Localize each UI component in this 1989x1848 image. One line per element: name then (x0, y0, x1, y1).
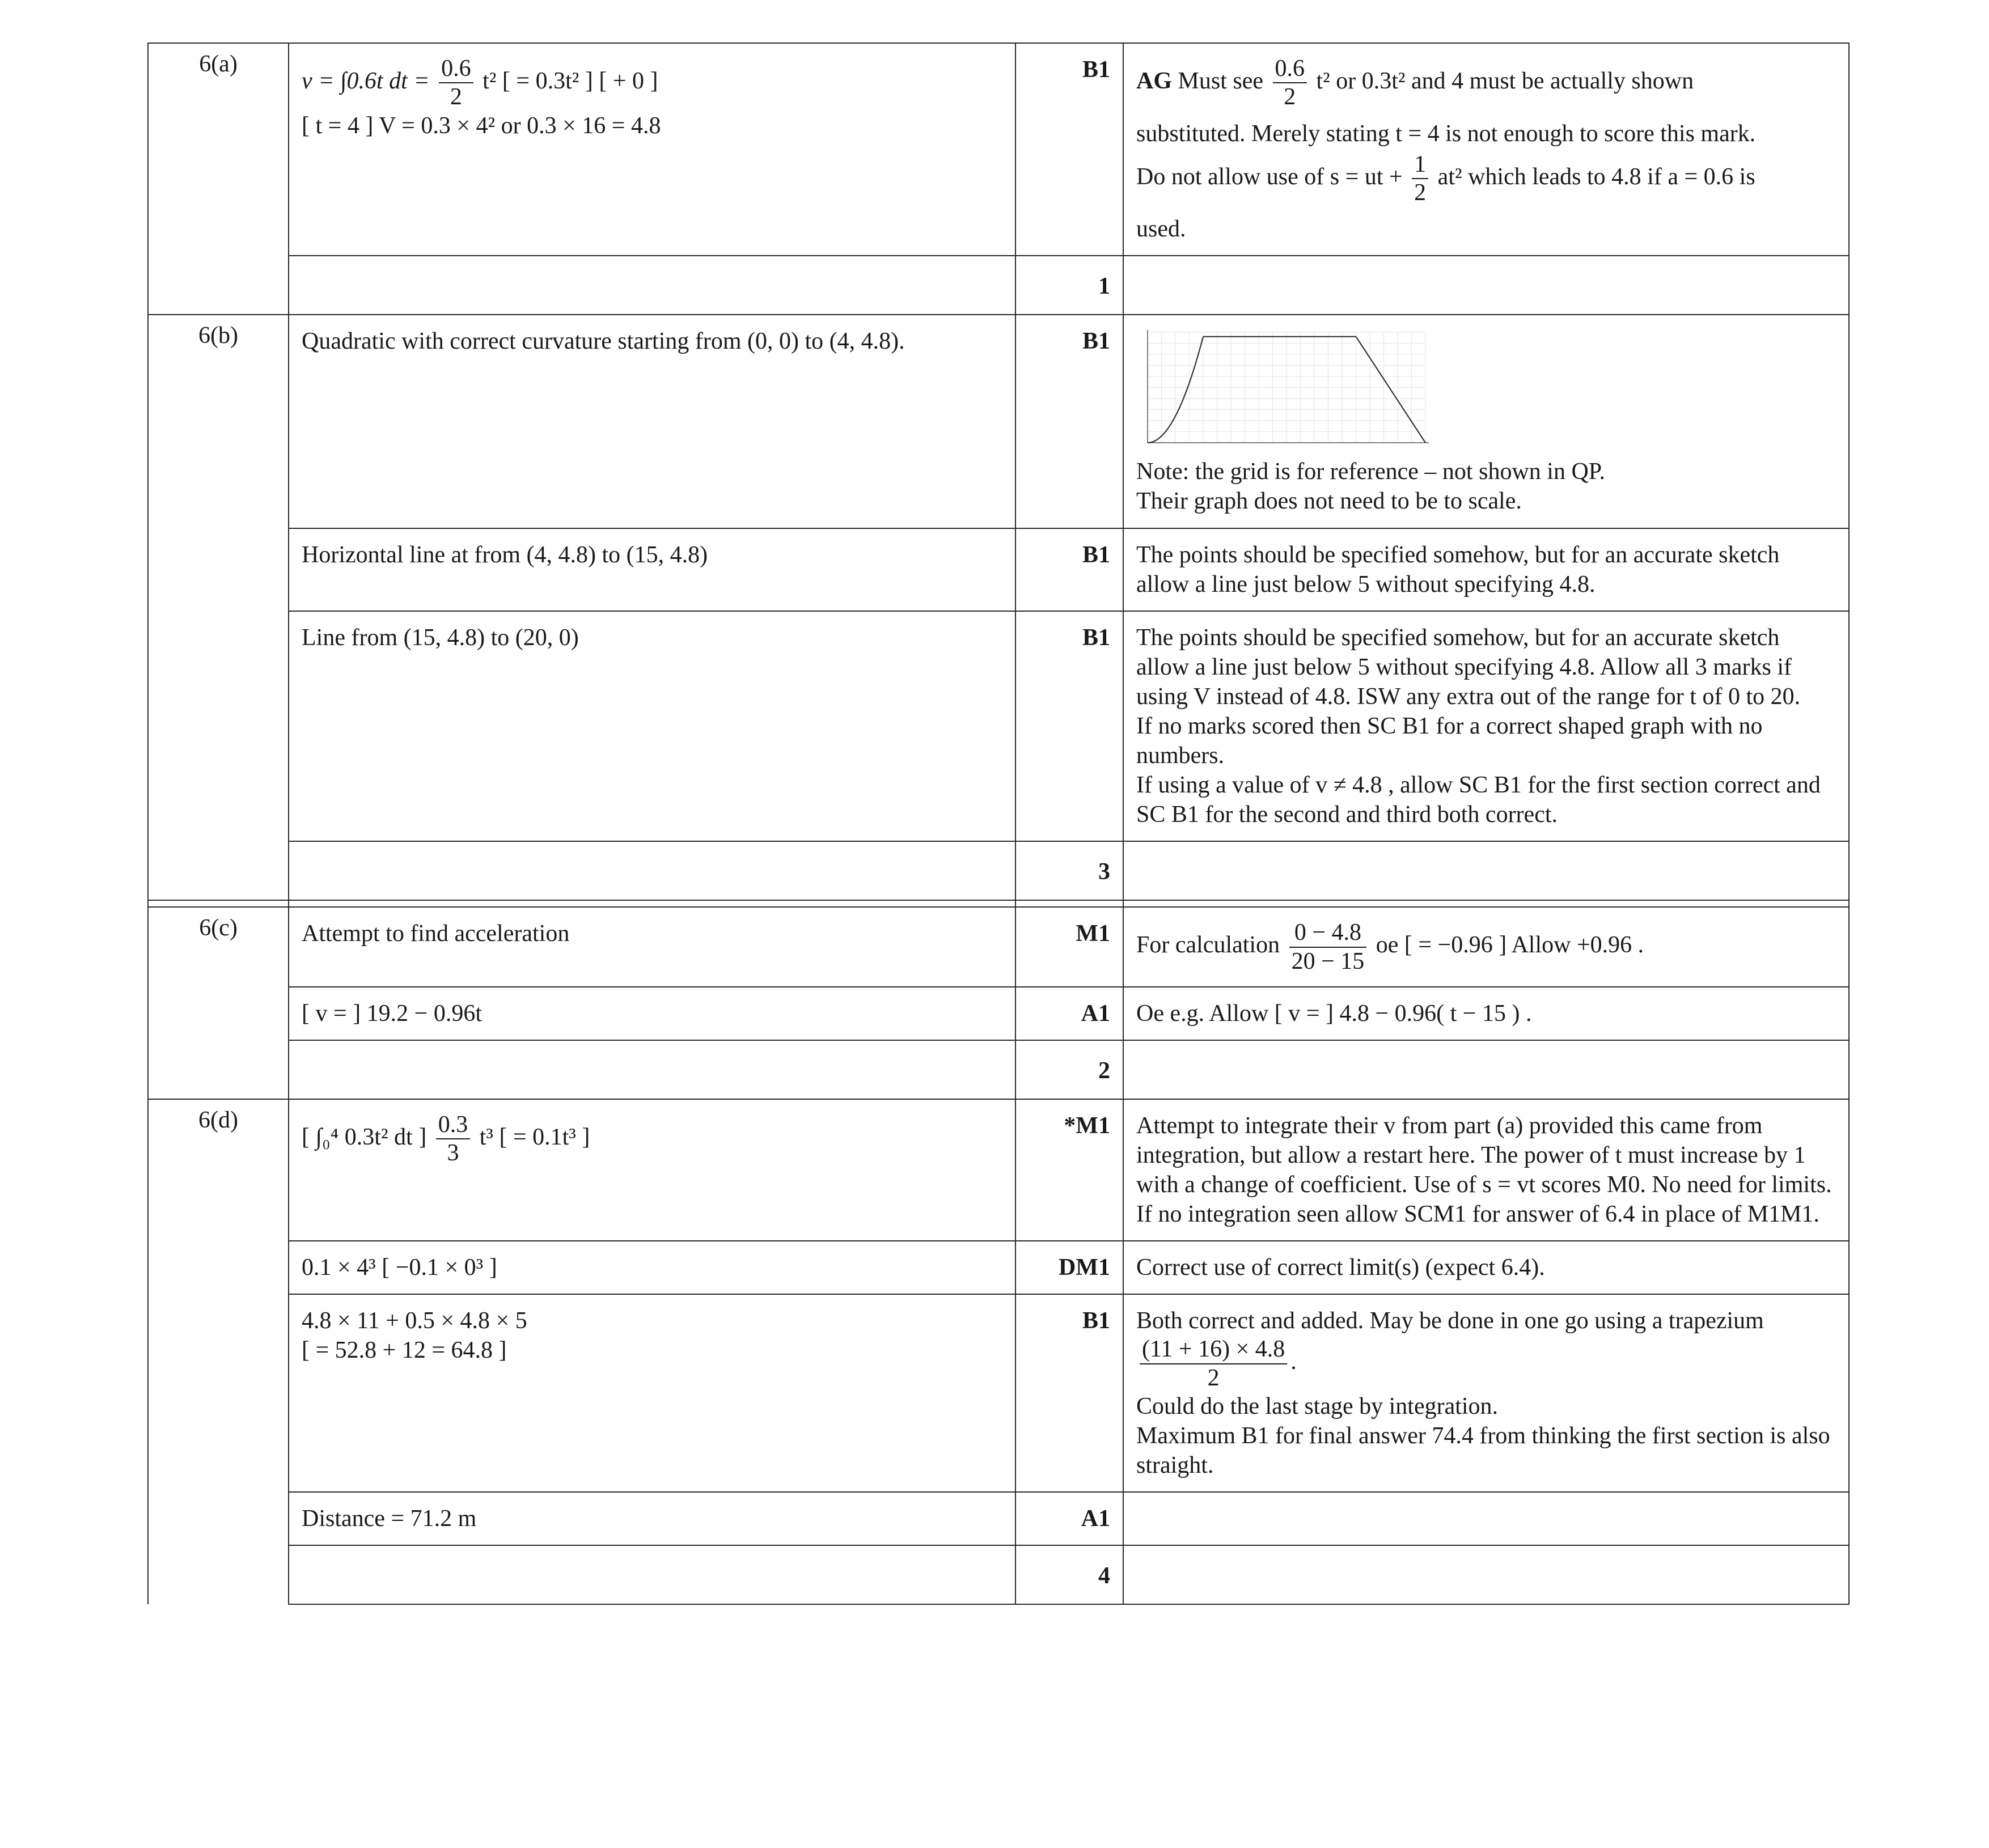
fraction (439, 55, 473, 111)
mark-scheme-table (147, 43, 1850, 1605)
guidance-text: For calculation (1136, 932, 1280, 959)
guidance-line: The points should be specified somehow, but for an accurate sketch allow a line just below 5 without specifying 4.8. Allow all 3 marks if using V instead of 4.8. ISW any extra out of the range for t of 0 to 20. (1136, 624, 1801, 710)
answer-cell: [ v = ] 19.2 − 0.96t (289, 987, 1015, 1040)
guidance-line: If no integration seen allow SCM1 for answer of 6.4 in place of M1M1. (1136, 1201, 1819, 1228)
answer-cell: Quadratic with correct curvature starting from (0, 0) to (4, 4.8). (289, 315, 1015, 528)
answer-text: t³ [ = 0.1t³ ] (479, 1124, 590, 1150)
numerator: (11 + 16) × 4.8 (1140, 1336, 1287, 1364)
empty-cell (289, 256, 1015, 315)
mark-cell: B1 (1015, 611, 1123, 842)
fraction (436, 1111, 471, 1167)
section-separator (148, 900, 1849, 907)
empty-cell (1123, 256, 1849, 315)
q6c-row-1 (148, 907, 1849, 987)
empty-cell (289, 1545, 1015, 1604)
mark-cell: DM1 (1015, 1241, 1123, 1294)
fraction (1140, 1336, 1287, 1392)
empty-cell (289, 1040, 1015, 1099)
empty-cell (1123, 841, 1849, 900)
q6d-row-4 (148, 1492, 1849, 1545)
denominator: 3 (447, 1140, 459, 1167)
denominator: 2 (450, 84, 462, 111)
numerator: 0.3 (436, 1111, 471, 1139)
total-mark: 3 (1015, 841, 1123, 900)
answer-cell: Horizontal line at from (4, 4.8) to (15, 4.8) (289, 528, 1015, 611)
guidance-cell (1123, 611, 1849, 842)
mark-cell: A1 (1015, 1492, 1123, 1545)
q6d-total-row (148, 1545, 1849, 1604)
guidance-line: Maximum B1 for final answer 74.4 from thinking the first section is also straight. (1136, 1423, 1830, 1479)
guidance-cell (1123, 315, 1849, 528)
mark-cell: B1 (1015, 528, 1123, 611)
ag-label: AG (1136, 67, 1172, 94)
separator-cell (148, 900, 289, 907)
velocity-time-sketch (1136, 327, 1431, 451)
empty-cell (289, 841, 1015, 900)
answer-text: v = ∫0.6t dt = (302, 67, 430, 94)
answer-cell: 0.1 × 4³ [ −0.1 × 0³ ] (289, 1241, 1015, 1294)
q6d-row-2 (148, 1241, 1849, 1294)
guidance-text: . (1290, 1349, 1297, 1375)
mark-cell: *M1 (1015, 1099, 1123, 1241)
answer-line: [ t = 4 ] V = 0.3 × 4² or 0.3 × 16 = 4.8 (302, 112, 661, 139)
denominator: 2 (1414, 179, 1427, 206)
q6c-row-2 (148, 987, 1849, 1040)
q6b-row-2 (148, 528, 1849, 611)
separator-cell (1015, 900, 1123, 907)
guidance-cell (1123, 1492, 1849, 1545)
guidance-cell: Oe e.g. Allow [ v = ] 4.8 − 0.96( t − 15 ) . (1123, 987, 1849, 1040)
answer-cell (289, 1099, 1015, 1241)
answer-cell: Line from (15, 4.8) to (20, 0) (289, 611, 1015, 842)
answer-text: t² [ = 0.3t² ] [ + 0 ] (483, 67, 658, 94)
guidance-line (1136, 55, 1836, 111)
q6a-row-1 (148, 43, 1849, 256)
fraction (1273, 55, 1307, 111)
numerator: 0.6 (439, 55, 473, 83)
question-label: 6(b) (148, 315, 289, 900)
separator-cell (1123, 900, 1849, 907)
guidance-line: If using a value of v ≠ 4.8 , allow SC B1 for the first section correct and SC B1 for the second and third both correct. (1136, 772, 1821, 828)
denominator: 2 (1207, 1364, 1220, 1391)
guidance-cell: The points should be specified somehow, but for an accurate sketch allow a line just below 5 without specifying 4.8. (1123, 528, 1849, 611)
question-label: 6(c) (148, 907, 289, 1099)
mark-cell: B1 (1015, 315, 1123, 528)
answer-line: [ = 52.8 + 12 = 64.8 ] (302, 1337, 507, 1364)
empty-cell (1123, 1040, 1849, 1099)
guidance-line: Both correct and added. May be done in one go using a trapezium (1136, 1308, 1764, 1334)
answer-cell (289, 1294, 1015, 1492)
deceleration-section (1356, 337, 1426, 443)
answer-cell: Distance = 71.2 m (289, 1492, 1015, 1545)
separator-cell (289, 900, 1015, 907)
mark-cell: M1 (1015, 907, 1123, 987)
q6b-total-row (148, 841, 1849, 900)
q6b-row-3 (148, 611, 1849, 842)
denominator: 2 (1284, 84, 1296, 111)
guidance-line (1136, 1336, 1836, 1392)
guidance-cell (1123, 43, 1849, 256)
q6c-total-row (148, 1040, 1849, 1099)
guidance-cell: Correct use of correct limit(s) (expect 6.4). (1123, 1241, 1849, 1294)
denominator: 20 − 15 (1291, 948, 1365, 974)
guidance-text: oe [ = −0.96 ] Allow +0.96 . (1376, 932, 1644, 959)
guidance-text: Do not allow use of s = ut + (1136, 163, 1403, 190)
numerator: 1 (1412, 151, 1428, 179)
q6d-row-3 (148, 1294, 1849, 1492)
total-mark: 1 (1015, 256, 1123, 315)
guidance-line: Could do the last stage by integration. (1136, 1393, 1499, 1419)
total-mark: 2 (1015, 1040, 1123, 1099)
guidance-line: Their graph does not need to be to scale. (1136, 488, 1522, 515)
mark-cell: B1 (1015, 1294, 1123, 1492)
guidance-line (1136, 151, 1836, 207)
answer-cell: Attempt to find acceleration (289, 907, 1015, 987)
answer-line (302, 55, 1002, 111)
guidance-line: If no marks scored then SC B1 for a correct shaped graph with no numbers. (1136, 713, 1763, 769)
empty-cell (1123, 1545, 1849, 1604)
guidance-line: Note: the grid is for reference – not shown in QP. (1136, 459, 1605, 485)
mark-cell: A1 (1015, 987, 1123, 1040)
guidance-text: at² which leads to 4.8 if a = 0.6 is (1437, 163, 1755, 190)
answer-line: 4.8 × 11 + 0.5 × 4.8 × 5 (302, 1308, 527, 1334)
guidance-line: Attempt to integrate their v from part (a) provided this came from integration, but allow a restart here. The power of t must increase by 1 with a change of coefficient. Use of s = vt scores M0. No need for limits. (1136, 1112, 1832, 1198)
q6d-row-1 (148, 1099, 1849, 1241)
total-mark: 4 (1015, 1545, 1123, 1604)
mark-cell: B1 (1015, 43, 1123, 256)
guidance-cell (1123, 1099, 1849, 1241)
question-label: 6(d) (148, 1099, 289, 1604)
guidance-text: Must see (1178, 67, 1263, 94)
answer-text: [ ∫₀⁴ 0.3t² dt ] (302, 1124, 427, 1150)
guidance-line: substituted. Merely stating t = 4 is not enough to score this mark. (1136, 120, 1756, 147)
guidance-text: t² or 0.3t² and 4 must be actually shown (1316, 67, 1694, 94)
answer-cell (289, 43, 1015, 256)
question-label: 6(a) (148, 43, 289, 315)
numerator: 0.6 (1273, 55, 1307, 83)
q6a-total-row (148, 256, 1849, 315)
guidance-cell (1123, 907, 1849, 987)
guidance-line: used. (1136, 216, 1186, 243)
guidance-cell (1123, 1294, 1849, 1492)
fraction (1412, 151, 1428, 207)
q6b-row-1 (148, 315, 1849, 528)
fraction (1289, 919, 1367, 975)
numerator: 0 − 4.8 (1289, 919, 1367, 947)
